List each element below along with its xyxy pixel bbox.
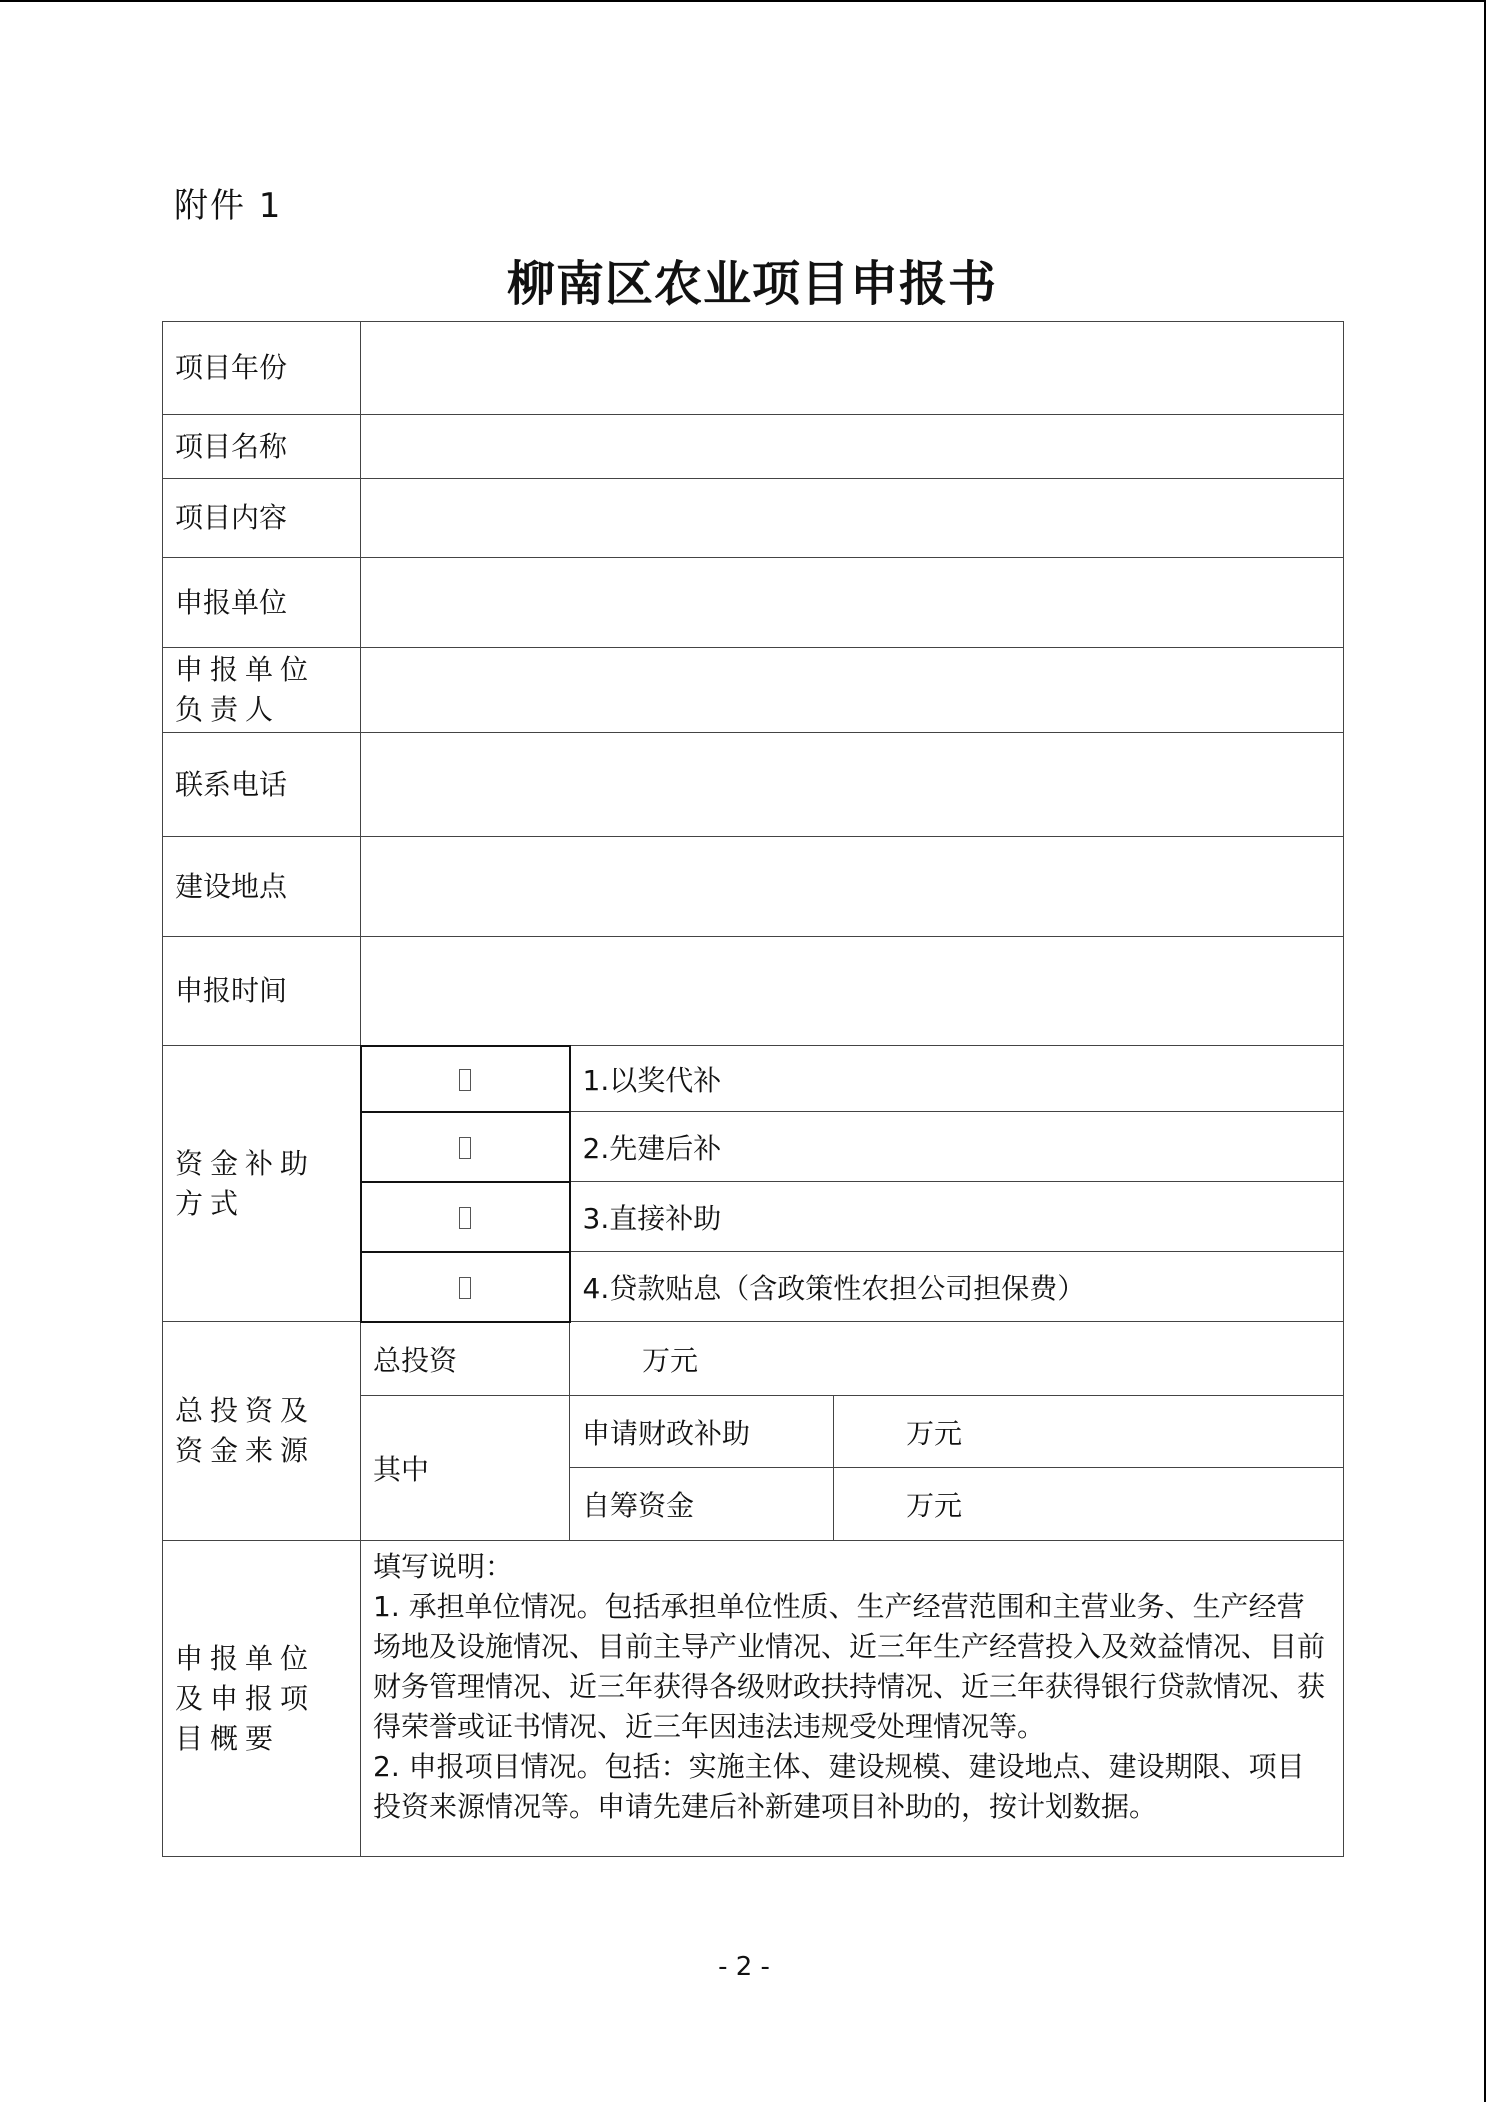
row-contact-phone	[163, 733, 1344, 837]
row-applicant-unit	[163, 558, 1344, 648]
checkbox-icon	[459, 1137, 471, 1159]
field-project-content[interactable]	[361, 479, 1344, 558]
label-unit-head: 申报单位负责人	[163, 648, 361, 733]
document-title: 柳南区农业项目申报书	[506, 256, 997, 312]
field-unit-head[interactable]	[361, 648, 1344, 733]
field-application-time[interactable]	[361, 937, 1344, 1046]
row-funding-option-1	[163, 1046, 1344, 1112]
checkbox-funding-option-4[interactable]	[361, 1252, 570, 1322]
label-project-name: 项目名称	[163, 415, 361, 479]
field-contact-phone[interactable]	[361, 733, 1344, 837]
label-project-content: 项目内容	[163, 479, 361, 558]
row-application-time	[163, 937, 1344, 1046]
label-fiscal-subsidy: 申请财政补助	[570, 1396, 834, 1468]
label-funding-method: 资金补助方式	[163, 1046, 361, 1322]
field-applicant-unit[interactable]	[361, 558, 1344, 648]
label-among-which: 其中	[361, 1396, 570, 1541]
label-total-investment: 总投资	[361, 1322, 570, 1396]
field-project-year[interactable]	[361, 322, 1344, 415]
row-total-investment	[163, 1322, 1344, 1396]
label-construction-site: 建设地点	[163, 837, 361, 937]
row-project-year	[163, 322, 1344, 415]
label-self-raised: 自筹资金	[570, 1468, 834, 1541]
row-construction-site	[163, 837, 1344, 937]
label-application-time: 申报时间	[163, 937, 361, 1046]
label-contact-phone: 联系电话	[163, 733, 361, 837]
page-number: - 2 -	[718, 1952, 770, 1982]
field-construction-site[interactable]	[361, 837, 1344, 937]
notes-item-1: 1. 承担单位情况。包括承担单位性质、生产经营范围和主营业务、生产经营场地及设施情况、目前主导产业情况、近三年生产经营投入及效益情况、目前财务管理情况、近三年获得各级财政扶持情况、近三年获得银行贷款情况、获得荣誉或证书情况、近三年因违法违规受处理情况等。	[373, 1590, 1326, 1743]
label-applicant-unit: 申报单位	[163, 558, 361, 648]
checkbox-funding-option-1[interactable]	[361, 1046, 570, 1112]
label-investment-sources: 总投资及资金来源	[163, 1322, 361, 1541]
notes-heading: 填写说明：	[373, 1550, 514, 1583]
label-funding-option-3: 3.直接补助	[570, 1182, 1344, 1252]
label-project-year: 项目年份	[163, 322, 361, 415]
row-project-summary	[163, 1541, 1344, 1857]
label-funding-option-4: 4.贷款贴息（含政策性农担公司担保费）	[570, 1252, 1344, 1322]
field-self-raised[interactable]: 万元	[834, 1468, 1344, 1541]
checkbox-funding-option-3[interactable]	[361, 1182, 570, 1252]
row-project-name	[163, 415, 1344, 479]
field-fiscal-subsidy[interactable]: 万元	[834, 1396, 1344, 1468]
notes-item-2: 2. 申报项目情况。包括：实施主体、建设规模、建设地点、建设期限、项目投资来源情况等。申请先建后补新建项目补助的，按计划数据。	[373, 1750, 1305, 1823]
row-unit-head	[163, 648, 1344, 733]
field-project-name[interactable]	[361, 415, 1344, 479]
checkbox-funding-option-2[interactable]	[361, 1112, 570, 1182]
application-form-table	[162, 321, 1344, 1857]
attachment-label: 附件 1	[174, 186, 283, 226]
field-total-investment[interactable]: 万元	[570, 1322, 1344, 1396]
label-funding-option-2: 2.先建后补	[570, 1112, 1344, 1182]
label-funding-option-1: 1.以奖代补	[570, 1046, 1344, 1112]
row-project-content	[163, 479, 1344, 558]
checkbox-icon	[459, 1069, 471, 1091]
label-project-summary: 申报单位及申报项目概要	[163, 1541, 361, 1857]
checkbox-icon	[459, 1207, 471, 1229]
checkbox-icon	[459, 1277, 471, 1299]
field-project-summary[interactable]	[361, 1541, 1344, 1857]
